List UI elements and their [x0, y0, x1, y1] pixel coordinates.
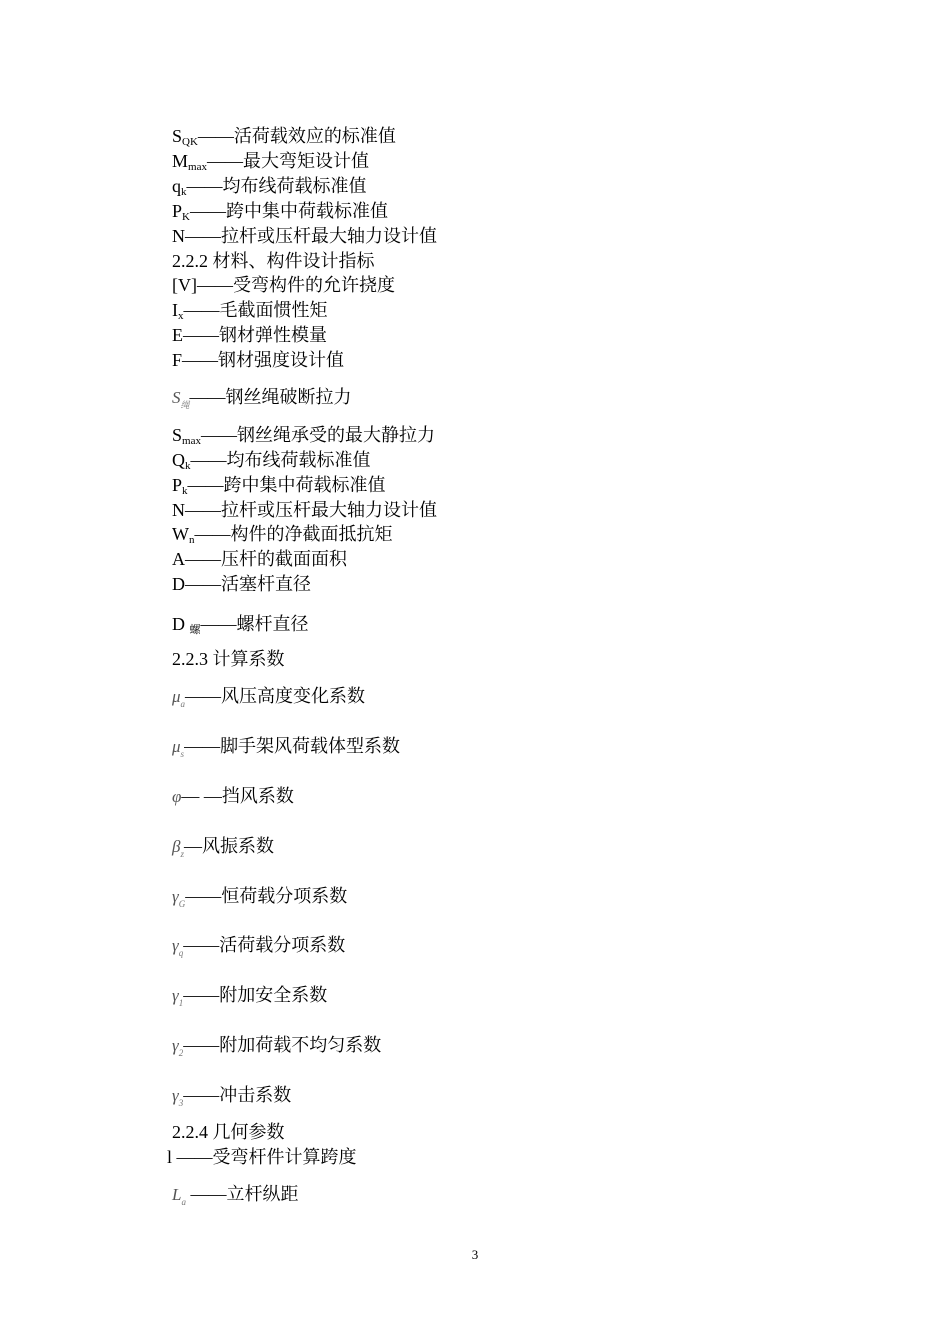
def-line: $M_{max}——$最大弯矩设计值 — [172, 151, 369, 173]
def-line: $\mu_a——$风压高度变化系数 — [172, 686, 366, 709]
formula-symbol: $\gamma_q$ — [172, 936, 184, 958]
section-heading: 2.2.3 计算系数 — [172, 649, 285, 669]
formula-symbol: $S_绳$ — [172, 388, 190, 410]
def-line: $I_x——$毛截面惯性矩 — [172, 300, 328, 322]
def-line: $\beta_z—$风振系数 — [172, 836, 274, 859]
def-line: $Q_k——$均布线荷载标准值 — [172, 450, 371, 472]
def-line: F——钢材强度设计值 — [172, 350, 345, 370]
formula-symbol: $\beta_z$ — [172, 837, 184, 859]
def-line: $W_n——$构件的净截面抵抗矩 — [172, 524, 393, 546]
formula-symbol: $\mu_s$ — [172, 737, 185, 759]
section-heading: 2.2.4 几何参数 — [172, 1122, 285, 1142]
def-line: N——拉杆或压杆最大轴力设计值 — [172, 226, 437, 246]
formula-symbol: φ — [172, 787, 182, 806]
def-line: $P_K——$跨中集中荷载标准值 — [172, 201, 388, 223]
def-line: D——活塞杆直径 — [172, 574, 311, 594]
def-line: $S_{QK}——$活荷载效应的标准值 — [172, 126, 396, 148]
def-line: $L_a$ ——立杆纵距 — [172, 1184, 299, 1207]
def-line: $S_{max}——$钢丝绳承受的最大静拉力 — [172, 425, 435, 447]
def-line: $\gamma_G——$恒荷载分项系数 — [172, 886, 348, 909]
formula-symbol: $L_a$ — [172, 1185, 186, 1207]
formula-symbol: $\gamma_1$ — [172, 986, 184, 1008]
def-line: $q_k——$均布线荷载标准值 — [172, 176, 367, 198]
def-line: [V]——受弯构件的允许挠度 — [172, 275, 395, 295]
page-number: 3 — [471, 1247, 479, 1262]
formula-symbol: $\gamma_2$ — [172, 1036, 184, 1058]
def-line: $\gamma_1——$附加安全系数 — [172, 985, 328, 1008]
def-line: $\mu_s——$脚手架风荷载体型系数 — [172, 736, 401, 759]
def-line: $P_k——$跨中集中荷载标准值 — [172, 475, 386, 497]
def-line: $S_绳——$钢丝绳破断拉力 — [172, 387, 352, 410]
def-line: D $_螺$——螺杆直径 — [172, 614, 309, 636]
def-line: $\gamma_q——$活荷载分项系数 — [172, 935, 346, 958]
def-line: l ——受弯杆件计算跨度 — [167, 1147, 357, 1167]
def-line: $\gamma_2——$附加荷载不均匀系数 — [172, 1035, 382, 1058]
formula-symbol: $\gamma_G$ — [172, 887, 186, 909]
section-heading: 2.2.2 材料、构件设计指标 — [172, 251, 375, 271]
def-line: N——拉杆或压杆最大轴力设计值 — [172, 500, 437, 520]
def-line: A——压杆的截面面积 — [172, 549, 347, 569]
def-line: φ— —挡风系数 — [172, 786, 294, 806]
formula-symbol: $\mu_a$ — [172, 687, 186, 709]
def-line: E——钢材弹性模量 — [172, 325, 327, 345]
def-line: $\gamma_3——$冲击系数 — [172, 1085, 292, 1108]
formula-symbol: $\gamma_3$ — [172, 1086, 184, 1108]
